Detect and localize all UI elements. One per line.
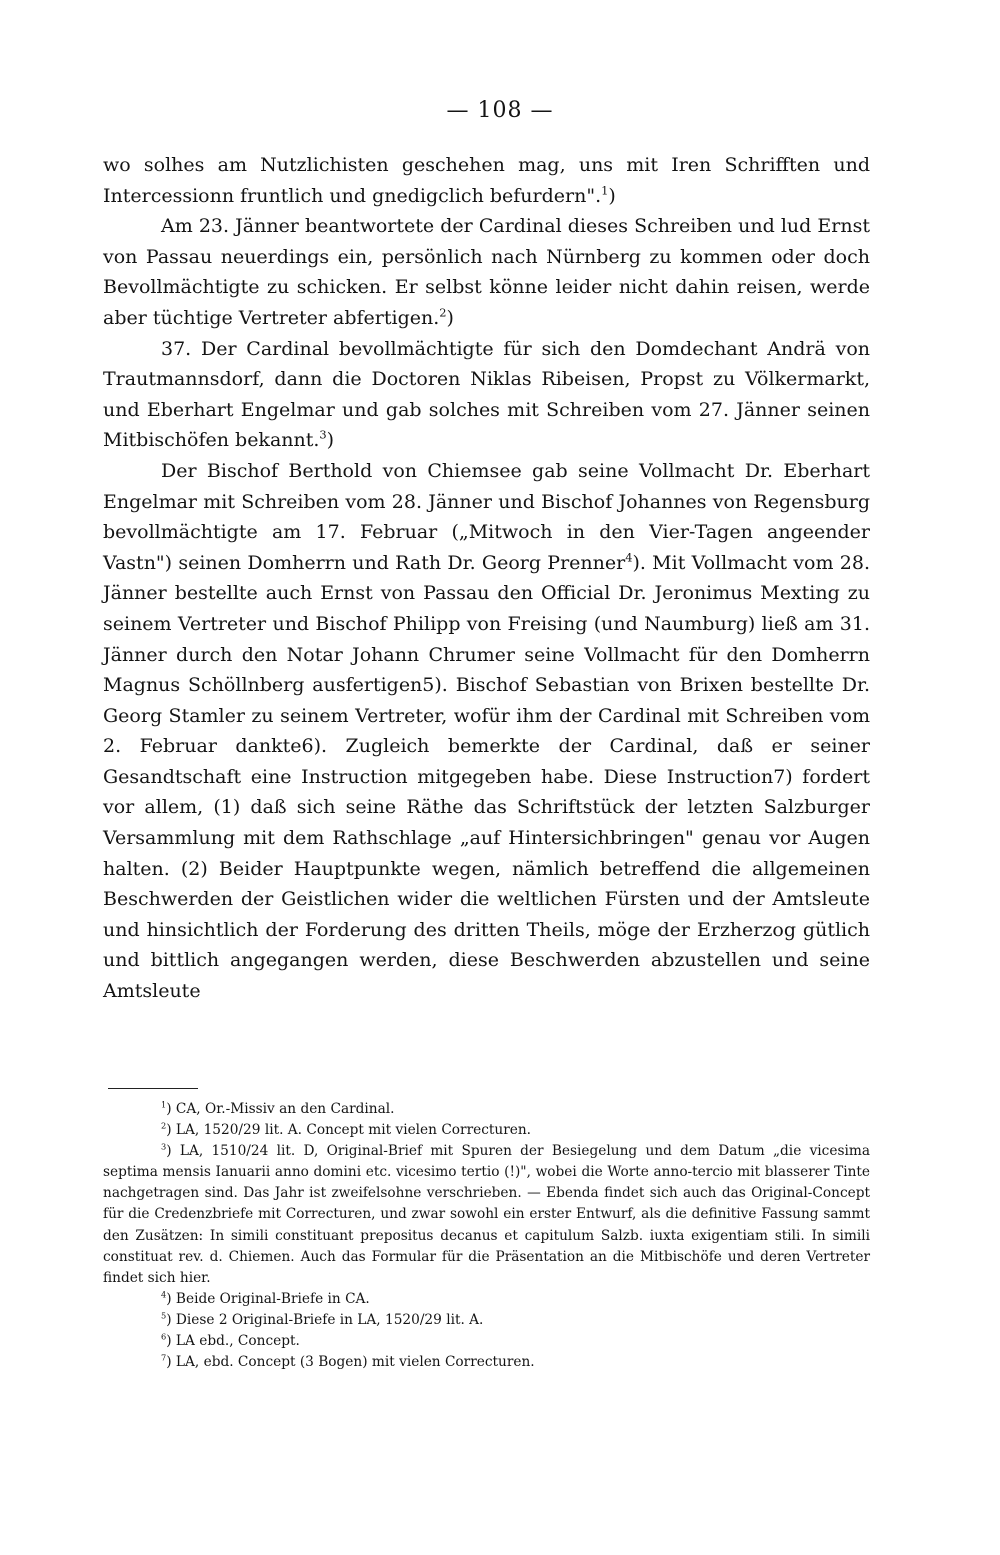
footnote-mark: 1 xyxy=(161,1099,167,1110)
footnote-mark: 5 xyxy=(161,1310,167,1321)
footnote-divider xyxy=(108,1088,198,1089)
footnote-mark: 4 xyxy=(161,1289,167,1300)
footnote-ref: 2 xyxy=(439,305,447,320)
footnote: $^7$) LA, ebd. Concept (3 Bogen) mit vielen Correcturen. xyxy=(161,1352,535,1371)
footnote: $^5$) Diese 2 Original-Briefe in LA, 1520/29 lit. A. xyxy=(161,1310,484,1328)
page-number: — 108 — xyxy=(446,98,554,123)
footnote-mark: 2 xyxy=(161,1120,167,1131)
footnote-mark: 7 xyxy=(161,1352,167,1363)
footnote-mark: 6 xyxy=(161,1331,167,1342)
paragraph: Der Bischof Berthold von Chiemsee gab seine Vollmacht Dr. Eberhart Engelmar mit Schreiben vom 28. Jänner und Bischof Johannes von Regensburg bevollmächtigte am 17. Februar („Mitwoch in den Vier-Tagen angeender Vastn") seinen Domherrn und Rath Dr. Georg Prenner$^4$). Mit Vollmacht vom 28. Jänner bestellte auch Ernst von Passau den Official Dr. Jeronimus Mexting zu seinem Vertreter und Bischof Philipp von Freising (und Naumburg) ließ am 31. Jänner durch den Notar Johann Chrumer seine Vollmacht für den Domherrn Magnus Schöllnberg ausfertigen5). Bischof Sebastian von Brixen bestellte Dr. Georg Stamler zu seinem Vertreter, wofür ihm der Cardinal mit Schreiben vom 2. Februar dankte6). Zugleich bemerkte der Cardinal, daß er seiner Gesandtschaft eine Instruction mitgegeben habe. Diese Instruction7) fordert vor allem, (1) daß sich seine Räthe das Schriftstück der letzten Salzburger Versammlung mit dem Rathschlage „auf Hintersichbringen" genau vor Augen halten. (2) Beider Hauptpunkte wegen, nämlich betreffend die allgemeinen Beschwerden der Geistlichen wider die weltlichen Fürsten und der Amtsleute und hinsichtlich der Forderung des dritten Theils, möge der Erzherzog gütlich und bittlich angegangen werden, diese Beschwerden abzustellen und seine Amtsleute xyxy=(103,459,870,1003)
footnote: $^1$) CA, Or.-Missiv an den Cardinal. xyxy=(161,1099,395,1117)
footnote: $^2$) LA, 1520/29 lit. A. Concept mit vielen Correcturen. xyxy=(161,1120,532,1139)
paragraph: wo solhes am Nutzlichisten geschehen mag, uns mit Iren Schrifften und Intercessionn fruntlich und gnedigclich befurdern".$^1$) xyxy=(103,154,870,207)
footnote-ref: 4 xyxy=(625,550,633,565)
footnotes xyxy=(103,1099,870,1373)
paragraph: 37. Der Cardinal bevollmächtigte für sich den Domdechant Andrä von Trautmannsdorf, dann die Doctoren Niklas Ribeisen, Propst zu Völkermarkt, und Eberhart Engelmar und gab solches mit Schreiben vom 27. Jänner seinen Mitbischöfen bekannt.$^3$) xyxy=(103,337,870,452)
footnote-mark: 3 xyxy=(161,1141,167,1152)
footnote-ref: 1 xyxy=(601,183,609,198)
footnote: $^6$) LA ebd., Concept. xyxy=(161,1331,300,1350)
footnote: $^4$) Beide Original-Briefe in CA. xyxy=(161,1289,370,1307)
main-text xyxy=(103,150,870,1007)
footnote-ref: 3 xyxy=(319,428,327,443)
footnote: $^3$) LA, 1510/24 lit. D, Original-Brief mit Spuren der Besiegelung und dem Datum „die vicesima septima mensis Ianuarii anno domini etc. vicesimo tertio (!)", wobei die Worte anno-tercio mit blasserer Tinte nachgetragen sind. Das Jahr ist zweifelsohne verschrieben. — Ebenda findet sich auch das Original-Concept für die Credenzbriefe mit Correcturen, und zwar sowohl ein erster Entwurf, als die definitive Fassung sammt den Zusätzen: In simili constituant prepositus decanus et capitulum Salzb. iuxta exigentiam stili. In simili constituat rev. d. Chiemen. Auch das Formular für die Präsentation an die Mitbischöfe und deren Vertreter findet sich hier. xyxy=(103,1141,870,1286)
paragraph: Am 23. Jänner beantwortete der Cardinal dieses Schreiben und lud Ernst von Passau neuerdings ein, persönlich nach Nürnberg zu kommen oder doch Bevollmächtigte zu schicken. Er selbst könne leider nicht dahin reisen, werde aber tüchtige Vertreter abfertigen.$^2$) xyxy=(103,215,870,329)
